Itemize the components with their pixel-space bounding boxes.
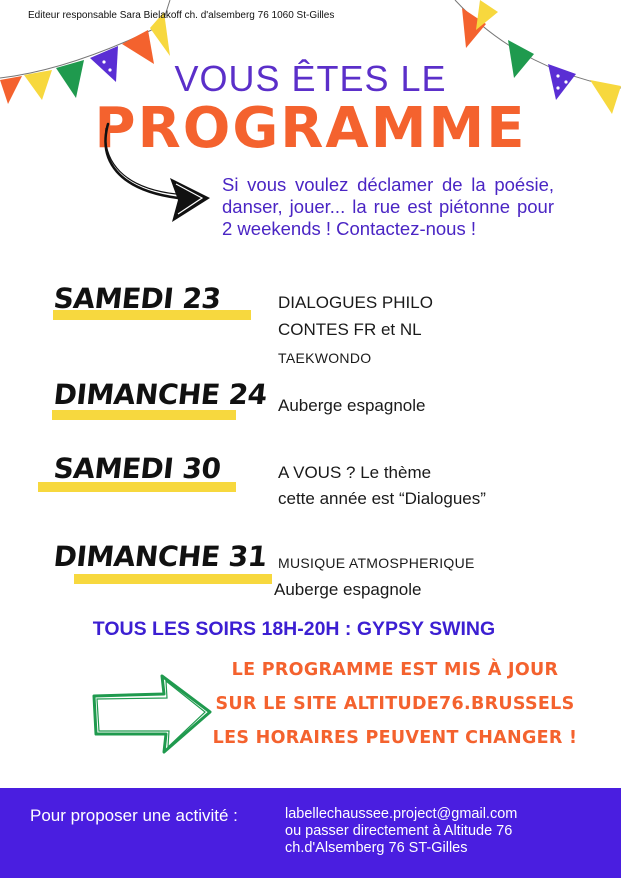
title-line-1: VOUS ÊTES LE bbox=[174, 58, 447, 99]
day-label: SAMEDI 23 bbox=[52, 282, 223, 315]
activity-item: Auberge espagnole bbox=[274, 580, 422, 599]
activity-item: TAEKWONDO bbox=[278, 350, 372, 366]
page-title: PROGRAMME bbox=[94, 96, 527, 161]
activity-item: A VOUS ? Le thème bbox=[278, 463, 432, 482]
activity-item: MUSIQUE ATMOSPHERIQUE bbox=[278, 555, 475, 571]
footer-visit: ou passer directement à Altitude 76 bbox=[285, 823, 513, 839]
day-label: DIMANCHE 31 bbox=[52, 540, 269, 573]
notice-line-2: SUR LE SITE ALTITUDE76.BRUSSELS bbox=[215, 694, 575, 714]
notice-line-1: LE PROGRAMME EST MIS À JOUR bbox=[231, 660, 559, 680]
activity-item: CONTES FR et NL bbox=[278, 320, 422, 339]
day-label: DIMANCHE 24 bbox=[52, 378, 269, 411]
notice-line-3: LES HORAIRES PEUVENT CHANGER ! bbox=[212, 728, 578, 748]
footer-label: Pour proposer une activité : bbox=[30, 806, 238, 825]
highlight-bar bbox=[74, 574, 272, 584]
evenings-banner: TOUS LES SOIRS 18H-20H : GYPSY SWING bbox=[92, 618, 496, 640]
footer-contact bbox=[285, 806, 517, 857]
day-label: SAMEDI 30 bbox=[52, 452, 223, 485]
footer-address: ch.d'Alsemberg 76 ST-Gilles bbox=[285, 840, 468, 856]
intro-text: Si vous voulez déclamer de la poésie, danser, jouer... la rue est piétonne pour 2 weekends ! Contactez-nous ! bbox=[222, 174, 554, 239]
activity-item: cette année est “Dialogues” bbox=[278, 489, 486, 508]
highlight-bar bbox=[52, 410, 236, 420]
activity-item: DIALOGUES PHILO bbox=[278, 293, 433, 312]
curved-arrow-icon bbox=[98, 120, 218, 230]
green-arrow-icon bbox=[88, 672, 216, 756]
footer-email[interactable]: labellechaussee.project@gmail.com bbox=[285, 806, 518, 822]
activity-item: Auberge espagnole bbox=[278, 396, 426, 415]
editor-credit: Editeur responsable Sara Bielakoff ch. d'alsemberg 76 1060 St-Gilles bbox=[28, 10, 335, 21]
